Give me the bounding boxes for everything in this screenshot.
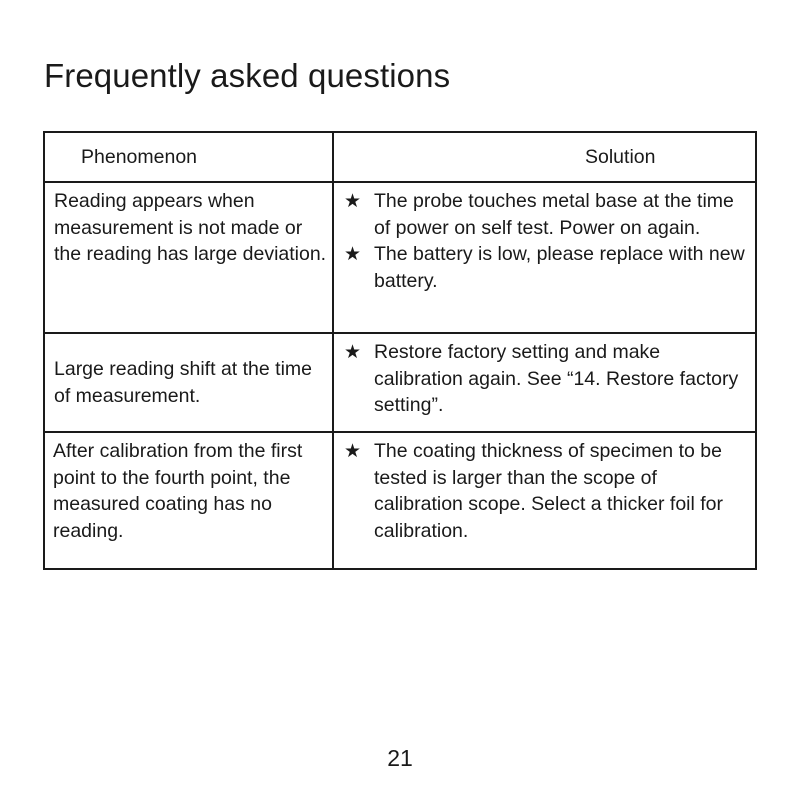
star-bullet-icon: ★	[344, 243, 362, 265]
solution-header: Solution	[333, 132, 756, 182]
solution-text: The probe touches metal base at the time of power on self test. Power on again.	[374, 190, 734, 239]
faq-table	[43, 131, 757, 570]
phenomenon-cell: After calibration from the first point to the fourth point, the measured coating has no reading.	[44, 432, 333, 569]
solution-text: Restore factory setting and make calibration again. See “14. Restore factory setting”.	[374, 341, 739, 416]
solution-cell	[333, 182, 756, 333]
table-row	[44, 432, 756, 569]
page-number: 21	[387, 745, 413, 771]
solution-cell	[333, 333, 756, 432]
star-bullet-icon: ★	[344, 440, 362, 462]
solution-item	[344, 438, 749, 544]
page-title: Frequently asked questions	[44, 57, 451, 94]
star-bullet-icon: ★	[344, 190, 362, 212]
solution-text: The coating thickness of specimen to be tested is larger than the scope of calibration scope. Select a thicker foil for calibration.	[374, 440, 724, 542]
table-row	[44, 333, 756, 432]
phenomenon-header: Phenomenon	[44, 132, 333, 182]
table-row	[44, 182, 756, 333]
phenomenon-cell: Large reading shift at the time of measurement.	[44, 333, 333, 432]
table-header-row	[44, 132, 756, 182]
phenomenon-cell: Reading appears when measurement is not made or the reading has large deviation.	[44, 182, 333, 333]
star-bullet-icon: ★	[344, 341, 362, 363]
solution-text: The battery is low, please replace with new battery.	[374, 243, 745, 292]
solution-cell	[333, 432, 756, 569]
solution-item	[344, 339, 749, 419]
solution-item	[344, 241, 749, 294]
solution-item	[344, 188, 749, 241]
